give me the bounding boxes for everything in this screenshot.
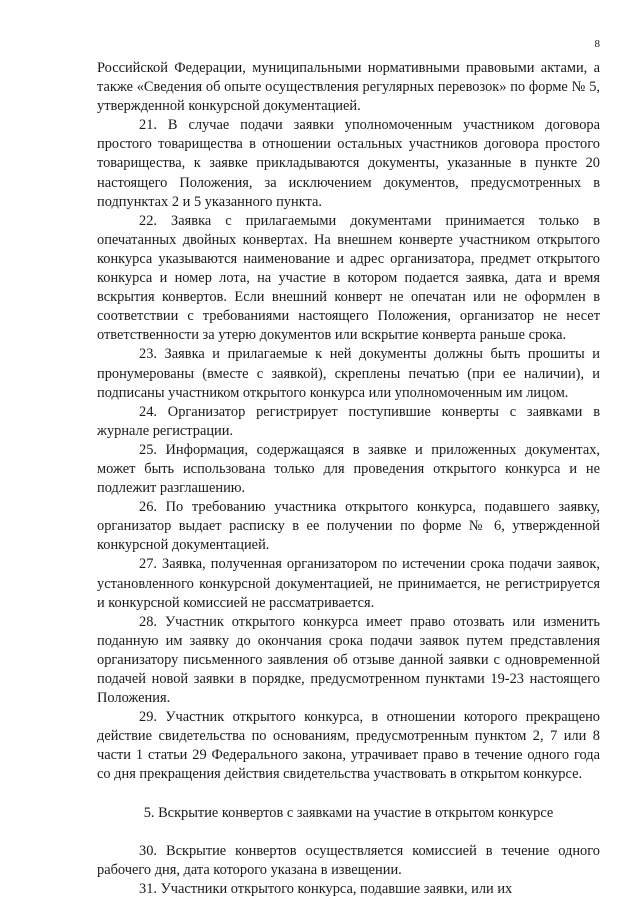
- section-heading: 5. Вскрытие конвертов с заявками на участие в открытом конкурсе: [143, 804, 554, 821]
- page-number: 8: [594, 38, 600, 50]
- paragraph-30: 30. Вскрытие конвертов осуществляется комиссией в течение одного рабочего дня, дата которого указана в извещении.: [97, 842, 600, 878]
- paragraph-25: 25. Информация, содержащаяся в заявке и приложенных документах, может быть использована только для проведения открытого конкурса и не подлежит разглашению.: [97, 441, 600, 497]
- paragraph-24: 24. Организатор регистрирует поступившие конверты с заявками в журнале регистрации.: [97, 403, 600, 439]
- paragraph-21: 21. В случае подачи заявки уполномоченным участником договора простого товарищества в отношении остальных участников договора простого товарищества, к заявке прикладываются документы, указанные в пункте 20 настоящего Положения, за исключением документов, предусмотренных в подпунктах 2 и 5 указанного пункта.: [97, 117, 600, 210]
- paragraph-29: 29. Участник открытого конкурса, в отношении которого прекращено действие свидетельства по основаниям, предусмотренным пунктом 2, 7 или 8 части 1 статьи 29 Федерального закона, утрачивает право в течение одного года со дня прекращения действия свидетельства участвовать в открытом конкурсе.: [97, 709, 600, 783]
- paragraph-28: 28. Участник открытого конкурса имеет право отозвать или изменить поданную им заявку до окончания срока подачи заявок путем представления организатору письменного заявления об отзыве данной заявки с одновременной подачей новой заявки в порядке, предусмотренном пунктами 19-23 настоящего Положения.: [97, 613, 600, 707]
- paragraph-31: 31. Участники открытого конкурса, подавшие заявки, или их: [139, 880, 513, 897]
- paragraph-23: 23. Заявка и прилагаемые к ней документы должны быть прошиты и пронумерованы (вместе с заявкой), скреплены печатью (при ее наличии), и подписаны участником открытого конкурса или уполномоченным им лицом.: [97, 346, 600, 401]
- document-body: [97, 59, 600, 899]
- paragraph-22: 22. Заявка с прилагаемыми документами принимается только в опечатанных двойных конвертах. На внешнем конверте участником открытого конкурса указываются наименование и адрес организатора, предмет открытого конкурса и номер лота, на участие в котором подается заявка, дата и время вскрытия конвертов. Если внешний конверт не опечатан или не оформлен в соответствии с требованиями настоящего Положения, организатор не несет ответственности за утерю документов или вскрытие конверта раньше срока.: [97, 212, 600, 344]
- paragraph-27: 27. Заявка, полученная организатором по истечении срока подачи заявок, установленного конкурсной документацией, не принимается, не регистрируется и конкурсной комиссией не рассматривается.: [97, 556, 600, 611]
- paragraph-continuation: Российской Федерации, муниципальными нормативными правовыми актами, а также «Сведения об опыте осуществления регулярных перевозок» по форме № 5, утвержденной конкурсной документацией.: [97, 60, 600, 115]
- paragraph-26: 26. По требованию участника открытого конкурса, подавшего заявку, организатор выдает расписку в ее получении по форме № 6, утвержденной конкурсной документацией.: [97, 499, 600, 554]
